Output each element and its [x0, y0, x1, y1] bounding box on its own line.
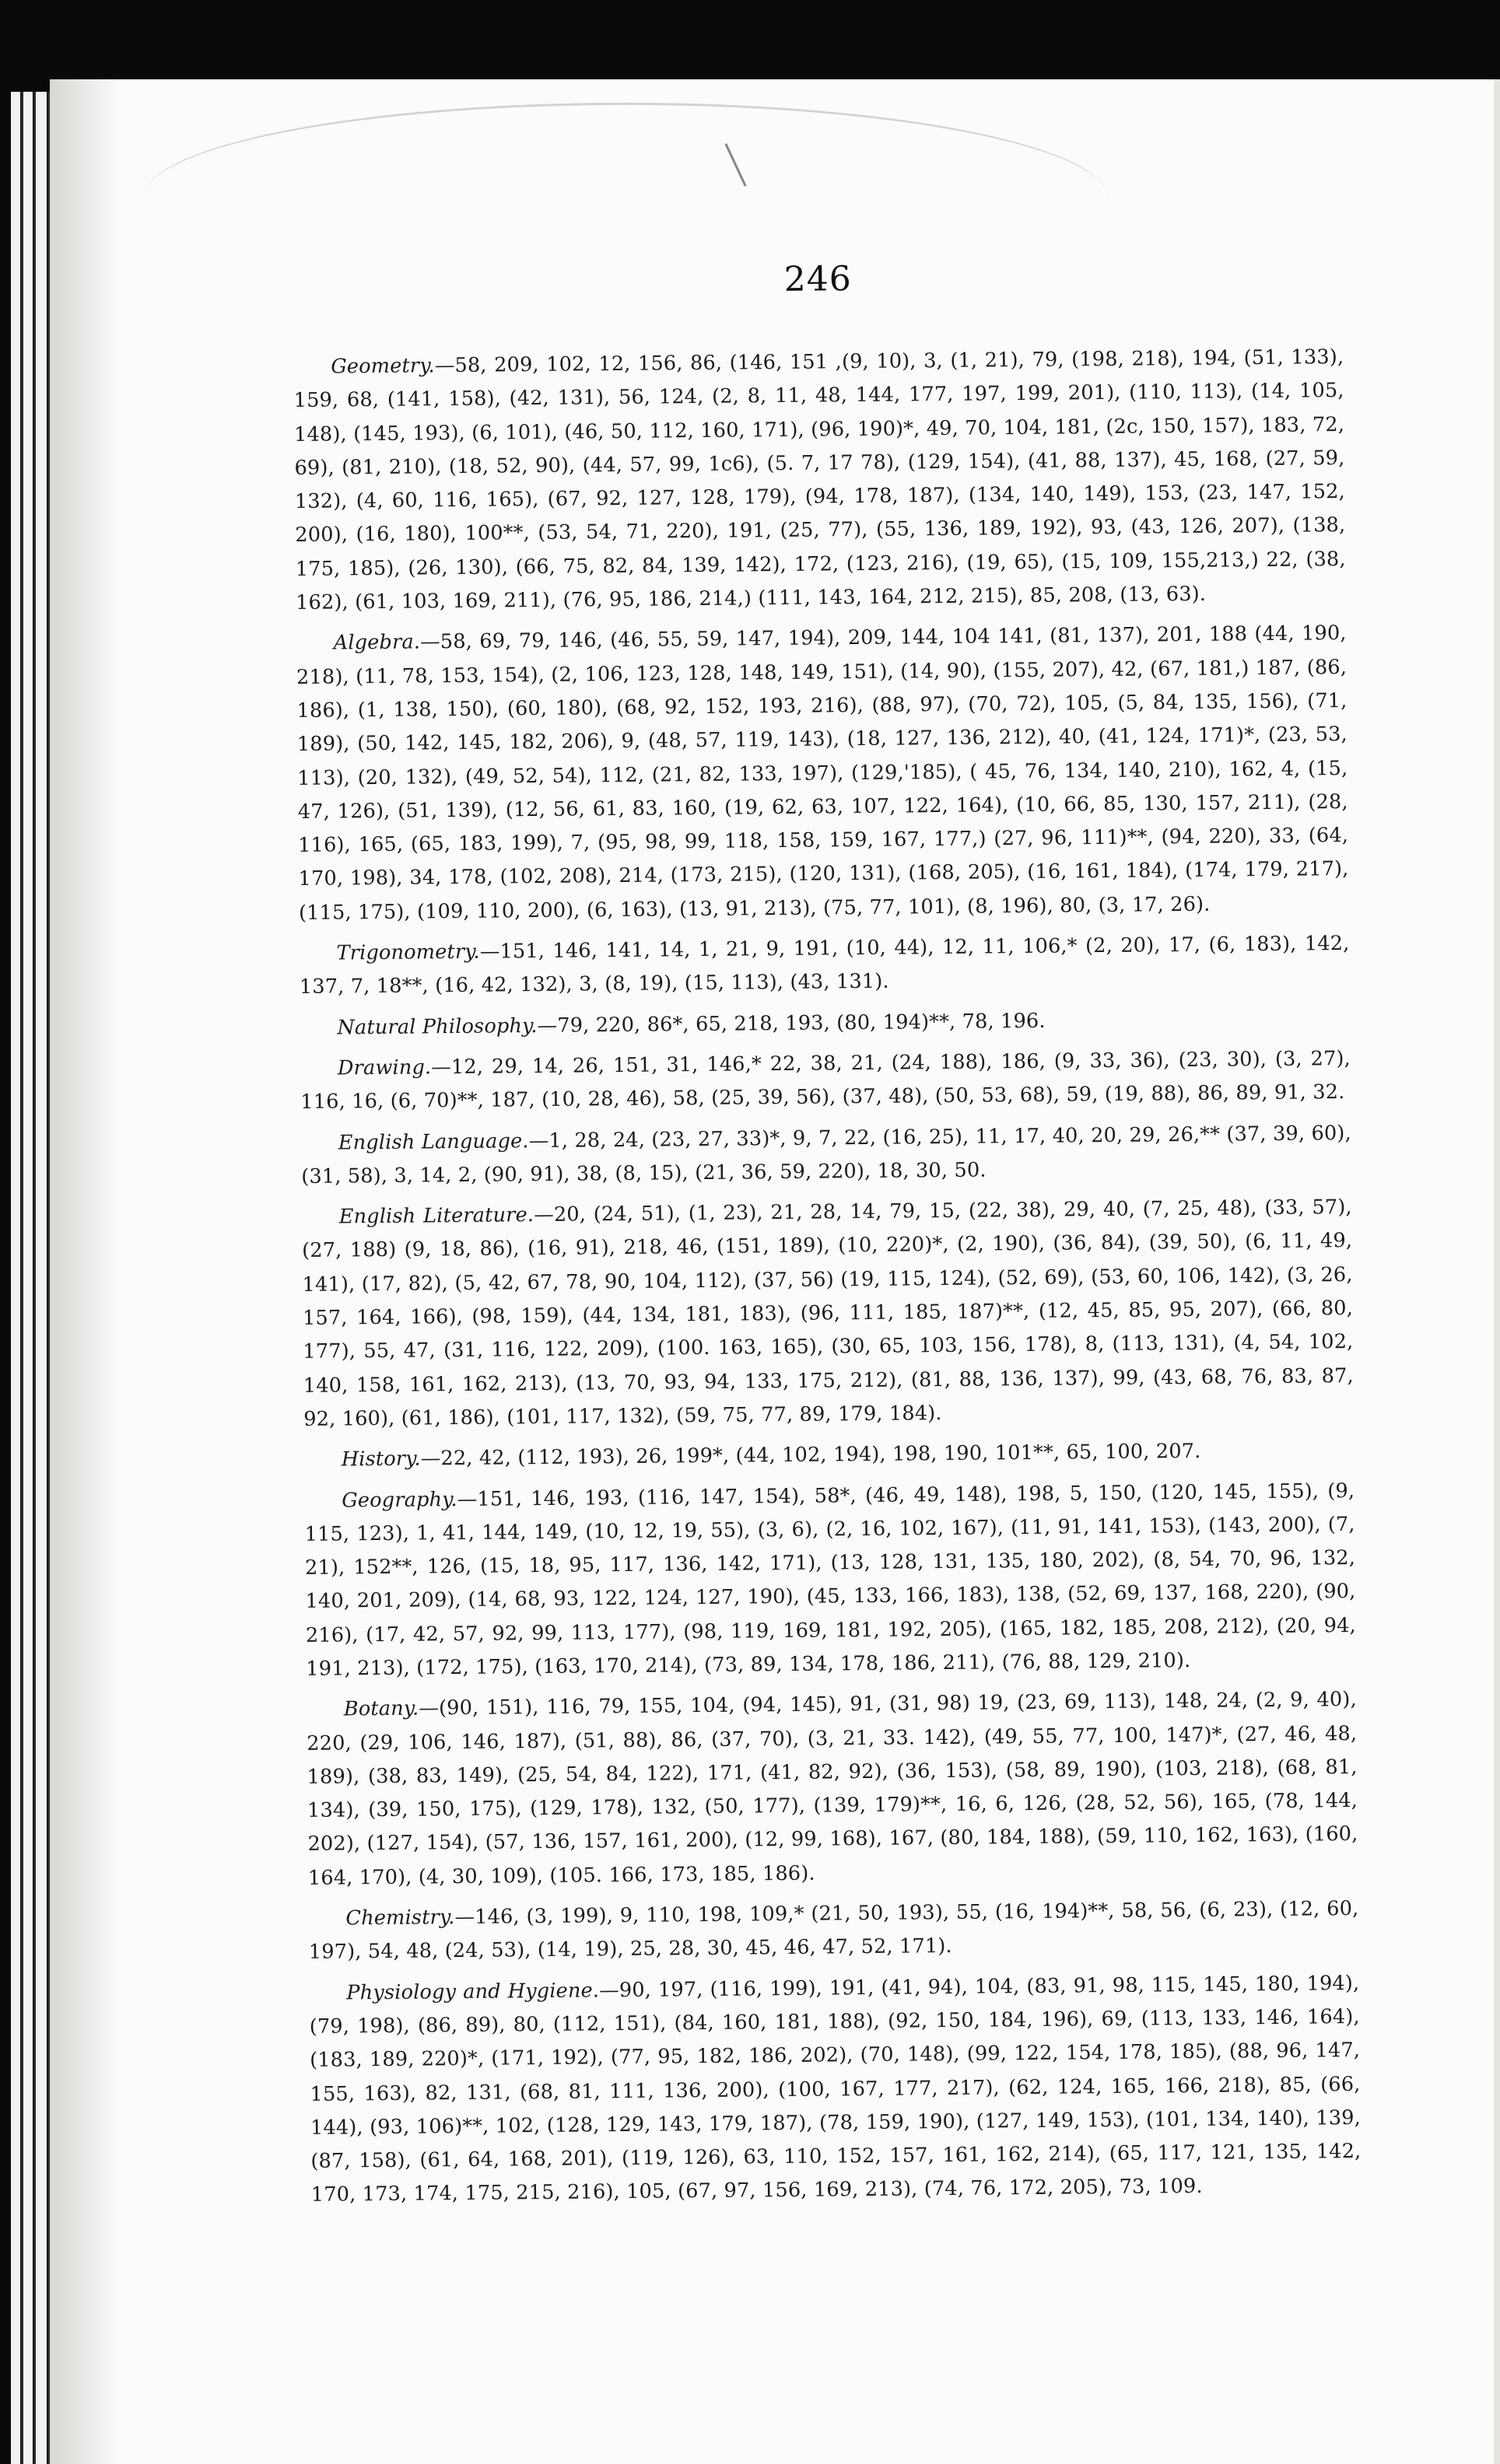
paper-right-edge [1494, 79, 1500, 2464]
subject-label: Trigonometry. [336, 940, 480, 965]
subject-label: Drawing. [337, 1055, 432, 1080]
page-number: 246 [783, 259, 852, 299]
entry-chemistry [308, 1892, 1359, 1970]
subject-label: English Literature. [338, 1203, 534, 1229]
entry-geometry [293, 341, 1346, 620]
entry-algebra [296, 617, 1349, 930]
page-edge [11, 92, 20, 2464]
subject-label: Algebra. [333, 630, 421, 655]
entry-values: —151, 146, 141, 14, 1, 21, 9, 191, (10, 44), 12, 11, 106,* (2, 20), 17, (6, 183), 142, 137, 7, 18**, (16, 42, 132), 3, (8, 19), (15, 113), (43, 131). [299, 932, 1350, 999]
entry-values: —146, (3, 199), 9, 110, 198, 109,* (21, 50, 193), 55, (16, 194)**, 58, 56, (6, 23), (12, 60, 197), 54, 48, (24, 53), (14, 19), 25, 28, 30, 45, 46, 47, 52, 171). [308, 1897, 1359, 1965]
entry-english-language [301, 1117, 1352, 1195]
page-content [293, 254, 1362, 2220]
entry-values: —151, 146, 193, (116, 147, 154), 58*, (46, 49, 148), 198, 5, 150, (120, 145, 155), (9, 115, 123), 1, 41, 144, 149, (10, 12, 19, 55), (3, 6), (2, 16, 102, 167), (11, 91, 141, 153), (143, 200), (7, 21), 152**, 126, (15, 18, 95, 117, 136, 142, 171), (13, 128, 131, 135, 180, 202), (8, 54, 70, 96, 132, 140, 201, 209), (14, 68, 93, 122, 124, 127, 190), (45, 133, 166, 183), 138, (52, 69, 137, 168, 220), (90, 216), (17, 42, 57, 92, 99, 113, 177), (98, 119, 169, 181, 192, 205), (165, 182, 185, 208, 212), (20, 94, 191, 213), (172, 175), (163, 170, 214), (73, 89, 134, 178, 186, 211), (76, 88, 129, 210). [304, 1479, 1357, 1681]
entry-values: —1, 28, 24, (23, 27, 33)*, 9, 7, 22, (16, 25), 11, 17, 40, 20, 29, 26,** (37, 39, 60), (31, 58), 3, 14, 2, (90, 91), 38, (8, 15), (21, 36, 59, 220), 18, 30, 50. [301, 1121, 1351, 1188]
entry-values: —(90, 151), 116, 79, 155, 104, (94, 145), 91, (31, 98) 19, (23, 69, 113), 148, 24, (2, 9, 40), 220, (29, 106, 146, 187), (51, 88), 86, (37, 70), (3, 21, 33. 142), (49, 55, 77, 100, 147)*, (27, 46, 48, 189), (38, 83, 149), (25, 54, 84, 122), 171, (41, 82, 92), (36, 153), (58, 89, 190), (103, 218), (68, 81, 134), (39, 150, 175), (129, 178), 132, (50, 177), (139, 179)**, 16, 6, 126, (28, 52, 56), 165, (78, 144, 202), (127, 154), (57, 136, 157, 161, 200), (12, 99, 168), 167, (80, 184, 188), (59, 110, 162, 163), (160, 164, 170), (4, 30, 109), (105. 166, 173, 185, 186). [307, 1688, 1358, 1890]
page-edge [23, 92, 33, 2464]
gutter-shadow [50, 79, 120, 2464]
subject-label: Geography. [342, 1487, 457, 1512]
page-edge [36, 92, 47, 2464]
entry-values: —79, 220, 86*, 65, 218, 193, (80, 194)**, 78, 196. [537, 1009, 1046, 1038]
entry-values: —58, 69, 79, 146, (46, 55, 59, 147, 194), 209, 144, 104 141, (81, 137), 201, 188 (44, 190, 218), (11, 78, 153, 154), (2, 106, 123, 128, 148, 149, 151), (14, 90), (155, 207), 42, (67, 181,) 187, (86, 186), (1, 138, 150), (60, 180), (68, 92, 152, 193, 216), (88, 97), (70, 72), 105, (5, 84, 135, 156), (71, 189), (50, 142, 145, 182, 206), 9, (48, 57, 119, 143), (18, 127, 136, 212), 40, (41, 124, 171)*, (23, 53, 113), (20, 132), (49, 52, 54), 112, (21, 82, 133, 197), (129,'185), ( 45, 76, 134, 140, 210), 162, 4, (15, 47, 126), (51, 139), (12, 56, 61, 83, 160, (19, 62, 63, 107, 122, 164), (10, 66, 85, 130, 157, 211), (28, 116), 165, (65, 183, 199), 7, (95, 98, 99, 118, 158, 159, 167, 177,) (27, 96, 111)**, (94, 220), 33, (64, 170, 198), 34, 178, (102, 208), 214, (173, 215), (120, 131), (168, 205), (16, 161, 184), (174, 179, 217), (115, 175), (109, 110, 200), (6, 163), (13, 91, 213), (75, 77, 101), (8, 196), 80, (3, 17, 26). [296, 621, 1349, 925]
subject-label: Natural Philosophy. [337, 1013, 538, 1040]
subject-label: English Language. [338, 1129, 529, 1155]
subject-label: Physiology and Hygiene. [346, 1978, 600, 2005]
subject-label: Botany. [343, 1696, 419, 1721]
entry-physiology-and-hygiene [309, 1967, 1362, 2213]
entry-english-literature [302, 1191, 1355, 1437]
subject-label: Chemistry. [345, 1906, 455, 1930]
paper-curl-mark [143, 103, 1108, 198]
entry-values: —22, 42, (112, 193), 26, 199*, (44, 102, 194), 198, 190, 101**, 65, 100, 207. [420, 1440, 1201, 1471]
entry-drawing [300, 1042, 1351, 1120]
entry-values: —90, 197, (116, 199), 191, (41, 94), 104, (83, 91, 98, 115, 145, 180, 194), (79, 198), (86, 89), 80, (112, 151), (84, 160, 181, 188), (92, 150, 184, 196), 69, (113, 133, 146, 164), (183, 189, 220)*, (171, 192), (77, 95, 182, 186, 202), (70, 148), (99, 122, 154, 178, 185), (88, 96, 147, 155, 163), 82, 131, (68, 81, 111, 136, 200), (100, 167, 177, 217), (62, 124, 165, 166, 218), 85, (66, 144), (93, 106)**, 102, (128, 129, 143, 179, 187), (78, 159, 190), (127, 149, 153), (101, 134, 140), 139, (87, 158), (61, 64, 168, 201), (119, 126), 63, 110, 152, 157, 161, 162, 214), (65, 117, 121, 135, 142, 170, 173, 174, 175, 215, 216), 105, (67, 97, 156, 169, 213), (74, 76, 172, 205), 73, 109. [309, 1971, 1362, 2207]
entry-geography [304, 1474, 1356, 1686]
entry-natural-philosophy [300, 1002, 1350, 1045]
entry-values: —20, (24, 51), (1, 23), 21, 28, 14, 79, 15, (22, 38), 29, 40, (7, 25, 48), (33, 57), (27, 188) (9, 18, 86), (16, 91), 218, 46, (151, 189), (10, 220)*, (2, 190), (36, 84), (39, 50), (6, 11, 49, 141), (17, 82), (5, 42, 67, 78, 90, 104, 112), (37, 56) (19, 115, 124), (52, 69), (53, 60, 106, 142), (3, 26, 157, 164, 166), (98, 159), (44, 134, 181, 183), (96, 111, 185, 187)**, (12, 45, 85, 95, 207), (66, 80, 177), 55, 47, (31, 116, 122, 209), (100. 163, 165), (30, 65, 103, 156, 178), 8, (113, 131), (4, 54, 102, 140, 158, 161, 162, 213), (13, 70, 93, 94, 133, 175, 212), (81, 88, 136, 137), 99, (43, 68, 76, 83, 87, 92, 160), (61, 186), (101, 117, 132), (59, 75, 77, 89, 179, 184). [302, 1195, 1354, 1431]
entry-trigonometry [299, 927, 1350, 1005]
subject-label: History. [341, 1447, 421, 1472]
entry-values: —58, 209, 102, 12, 156, 86, (146, 151 ,(9, 10), 3, (1, 21), 79, (198, 218), 194, (51, 133), 159, 68, (141, 158), (42, 131), 56, 124, (2, 8, 11, 48, 144, 177, 197, 199, 201), (110, 113), (14, 105, 148), (145, 193), (6, 101), (46, 50, 112, 160, 171), (96, 190)*, 49, 70, 104, 181, (2c, 150, 157), 183, 72, 69), (81, 210), (18, 52, 90), (44, 57, 99, 1c6), (5. 7, 17 78), (129, 154), (41, 88, 137), 45, 168, (27, 59, 132), (4, 60, 116, 165), (67, 92, 127, 128, 179), (94, 178, 187), (134, 140, 149), 153, (23, 147, 152, 200), (16, 180), 100**, (53, 54, 71, 220), 191, (25, 77), (55, 136, 189, 192), 93, (43, 126, 207), (138, 175, 185), (26, 130), (66, 75, 82, 84, 139, 142), 172, (123, 216), (19, 65), (15, 109, 155,213,) 22, (38, 162), (61, 103, 169, 211), (76, 95, 186, 214,) (111, 143, 164, 212, 215), 85, 208, (13, 63). [293, 345, 1346, 615]
subject-label: Geometry. [331, 354, 435, 379]
entry-botany [307, 1683, 1358, 1895]
entry-values: —12, 29, 14, 26, 151, 31, 146,* 22, 38, 21, (24, 188), 186, (9, 33, 36), (23, 30), (3, 27), 116, 16, (6, 70)**, 187, (10, 28, 46), 58, (25, 39, 56), (37, 48), (50, 53, 68), 59, (19, 88), 86, 89, 91, 32. [300, 1046, 1351, 1115]
entry-history [304, 1433, 1355, 1477]
